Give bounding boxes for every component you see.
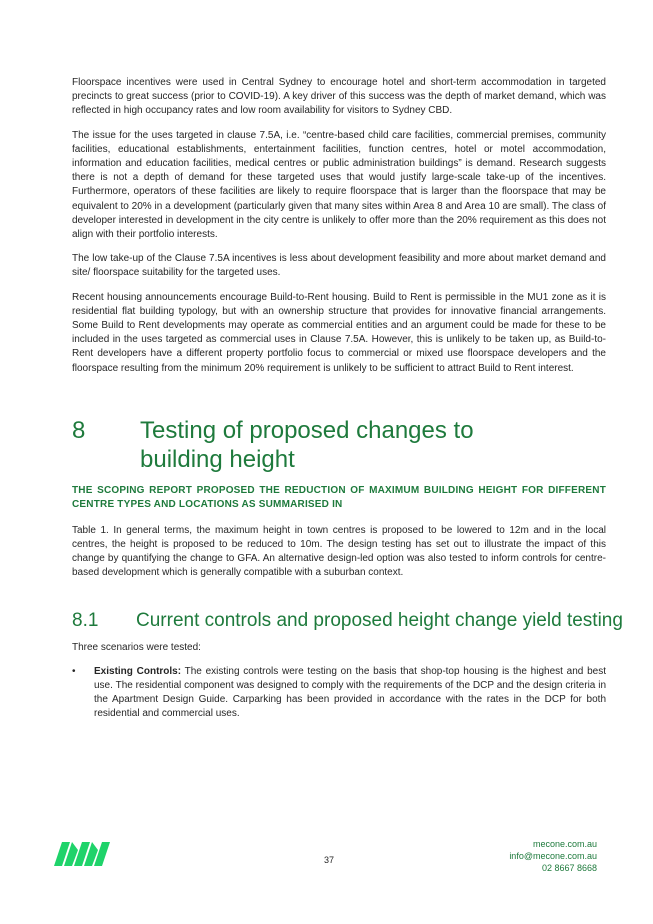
bullet-symbol: •: [72, 665, 76, 677]
paragraph: Floorspace incentives were used in Central Sydney to encourage hotel and short-term accommodation in targeted precincts to great success (prior to COVID-19). A key driver of this success was the depth of market demand, which was reflected in high occupancy rates and low room availability for visitors to Sydney CBD.: [72, 77, 606, 117]
list-item-label: Existing Controls:: [94, 665, 182, 677]
contact-block: [509, 838, 597, 874]
section-8-1-heading: [72, 609, 623, 633]
phone-number: 02 8667 8668: [541, 863, 597, 873]
section-subheading: THE SCOPING REPORT PROPOSED THE REDUCTION OF MAXIMUM BUILDING HEIGHT FOR DIFFERENT CENTRE TYPES AND LOCATIONS AS SUMMARISED IN: [72, 484, 606, 510]
subsection-title: Current controls and proposed height change yield testing: [136, 609, 623, 631]
paragraph: Recent housing announcements encourage Build-to-Rent housing. Build to Rent is permissible in the MU1 zone as it is residential flat building typology, but with an ownership structure that provides for innovative financial arrangements. Some Build to Rent developments may operate as commercial entities and an argument could be made for these to be included in the uses targeted as commercial uses in Clause 7.5A. However, this is unlikely to be taken up, as Build-to-Rent developers have a different property portfolio focus to commercial or mixed use floorspace developers and the floorspace resulting from the minimum 20% requirement is unlikely to be sufficient to attract Build to Rent interest.: [72, 291, 606, 374]
mecone-logo-icon: [52, 838, 112, 873]
page-number: 37: [323, 855, 334, 865]
paragraph: The issue for the uses targeted in clause 7.5A, i.e. “centre-based child care facilities, commercial premises, community facilities, educational establishments, entertainment facilities, function centres, hotel or motel accommodation, information and education facilities, medical centres or public administration buildings” is demand. Research suggests there is not a depth of demand for these targeted uses that would justify large-scale take-up of the incentives. Furthermore, operators of these facilities are likely to require floorspace that is larger than the floorspace that may be equivalent to 20% in a development (particularly given that many sites within Area 8 and Area 10 are small). The class of developer interested in development in the city centre is unlikely to offer more than the 20% requirement as this does not align with their portfolio interests.: [72, 129, 606, 241]
paragraph: The low take-up of the Clause 7.5A incentives is less about development feasibility and more about market demand and site/ floorspace suitability for the targeted uses.: [72, 253, 606, 279]
email-link[interactable]: info@mecone.com.au: [509, 851, 597, 861]
page-content: [72, 76, 623, 722]
section-number: 8: [72, 416, 86, 444]
section-8-heading: [72, 416, 606, 474]
list-item: [72, 665, 606, 722]
paragraph: Table 1. In general terms, the maximum height in town centres is proposed to be lowered to 12m and in the local centres, the height is proposed to be reduced to 10m. The design testing has set out to illustrate the impact of this change by quantifying the change to GFA. An alternative design-led option was also tested to inform controls for centre-based development which is generally compatible with a suburban context.: [72, 524, 606, 579]
list-item-body: The existing controls were testing on the basis that shop-top housing is the highest and best use. The residential component was designed to comply with the requirements of the DCP and the design criteria in the Apartment Design Guide. Carparking has been provided in accordance with the rates in the DCP for both residential and commercial uses.: [94, 665, 606, 720]
subsection-number: 8.1: [72, 609, 99, 631]
list-item-text: [94, 665, 606, 722]
section-title: Testing of proposed changes to building height: [140, 416, 474, 473]
website-link[interactable]: mecone.com.au: [532, 839, 597, 849]
paragraph: Three scenarios were tested:: [72, 641, 201, 653]
